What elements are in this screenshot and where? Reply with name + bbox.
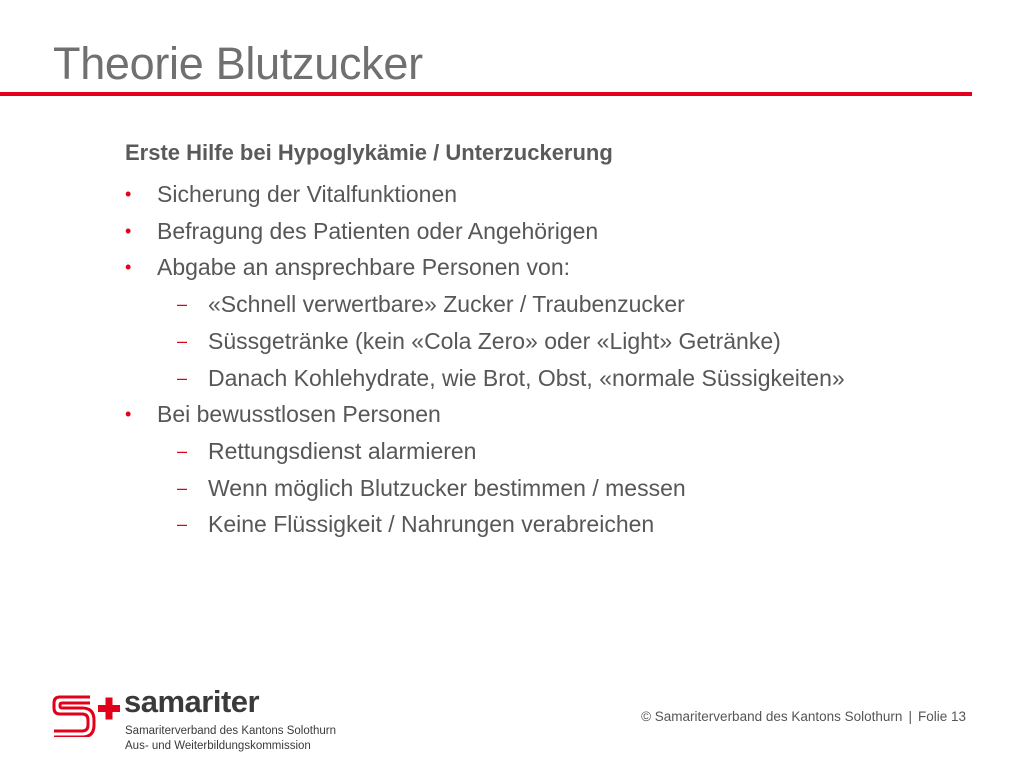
list-item-text: Bei bewusstlosen Personen <box>157 401 441 428</box>
sub-list-item <box>125 286 1005 323</box>
bullet-icon: • <box>125 184 132 204</box>
dash-icon: – <box>177 477 188 498</box>
sub-list-item-text: Danach Kohlehydrate, wie Brot, Obst, «normale Süssigkeiten» <box>208 364 845 391</box>
bullet-icon: • <box>125 220 132 241</box>
list-item-text: Abgabe an ansprechbare Personen von: <box>157 254 571 281</box>
footer-separator: | <box>908 709 912 724</box>
logo-wordmark: samariter <box>124 684 260 719</box>
slide-footer <box>641 709 966 724</box>
slide-subtitle: Erste Hilfe bei Hypoglykämie / Unterzuckerung <box>125 140 613 165</box>
list-item <box>125 213 1005 250</box>
sub-list-item-text: Süssgetränke (kein «Cola Zero» oder «Light» Getränke) <box>208 327 781 354</box>
list-item <box>125 249 1005 396</box>
sub-list-item-text: «Schnell verwertbare» Zucker / Traubenzucker <box>208 291 685 318</box>
samariter-logo-mark-icon <box>52 693 120 737</box>
title-rule <box>0 92 972 96</box>
samariter-logo <box>52 684 336 754</box>
dash-icon: – <box>177 514 188 535</box>
list-item <box>125 176 1005 213</box>
dash-icon: – <box>177 367 188 388</box>
sub-list <box>125 286 1005 396</box>
footer-page-number: Folie 13 <box>917 709 966 724</box>
list-item-text: Sicherung der Vitalfunktionen <box>157 181 458 207</box>
dash-icon: – <box>177 440 188 461</box>
footer-copyright: © Samariterverband des Kantons Solothurn <box>641 709 903 724</box>
sub-list-item <box>125 470 1005 507</box>
bullet-icon: • <box>125 257 132 278</box>
dash-icon: – <box>177 294 188 315</box>
sub-list <box>125 433 1005 543</box>
slide-title: Theorie Blutzucker <box>53 38 423 89</box>
logo-commission-line: Aus- und Weiterbildungskommission <box>125 740 311 752</box>
sub-list-item-text: Wenn möglich Blutzucker bestimmen / messen <box>208 474 686 501</box>
sub-list-item-text: Rettungsdienst alarmieren <box>208 437 477 464</box>
list-item <box>125 396 1005 543</box>
dash-icon: – <box>177 330 188 351</box>
sub-list-item <box>125 323 1005 360</box>
sub-list-item <box>125 360 1005 397</box>
logo-org-line: Samariterverband des Kantons Solothurn <box>125 725 336 737</box>
bullet-icon: • <box>125 404 132 425</box>
slide-content <box>125 140 1005 543</box>
list-item-text: Befragung des Patienten oder Angehörigen <box>157 217 599 244</box>
sub-list-item <box>125 506 1005 543</box>
sub-list-item-text: Keine Flüssigkeit / Nahrungen verabreichen <box>208 511 655 538</box>
bullet-list <box>125 176 1005 543</box>
sub-list-item <box>125 433 1005 470</box>
